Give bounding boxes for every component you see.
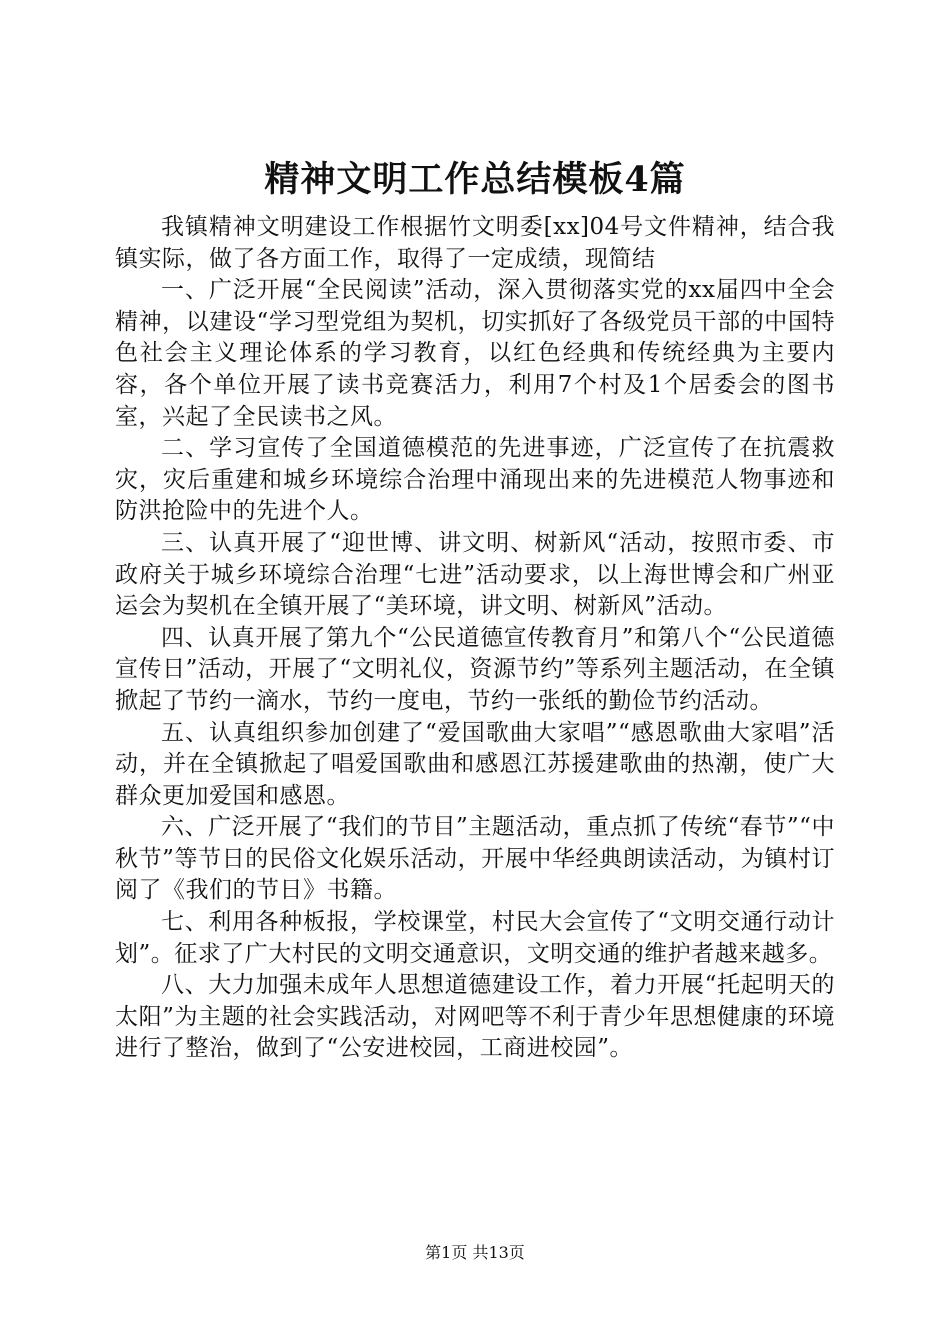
paragraph-item-7: 七、利用各种板报，学校课堂，村民大会宣传了“文明交通行动计划”。征求了广大村民的文明交通意识，文明交通的维护者越来越多。 (115, 909, 835, 967)
document-title: 精神文明工作总结模板4篇 (264, 159, 686, 200)
paragraph-item-3: 三、认真开展了“迎世博、讲文明、树新风“活动，按照市委、市政府关于城乡环境综合治理“七进”活动要求，以上海世博会和广州亚运会为契机在全镇开展了“美环境，讲文明、树新风”活动。 (115, 529, 835, 620)
paragraph-item-1: 一、广泛开展“全民阅读”活动，深入贯彻落实党的xx届四中全会精神，以建设“学习型党组为契机，切实抓好了各级党员干部的中国特色社会主义理论体系的学习教育，以红色经典和传统经典为主要内容，各个单位开展了读书竞赛活力，利用7个村及1个居委会的图书室，兴起了全民读书之风。 (115, 277, 835, 430)
paragraph-item-5: 五、认真组织参加创建了“爱国歌曲大家唱”“感恩歌曲大家唱”活动，并在全镇掀起了唱爱国歌曲和感恩江苏援建歌曲的热潮，使广大群众更加爱国和感恩。 (115, 719, 835, 809)
document-body (115, 212, 835, 1065)
paragraph-intro: 我镇精神文明建设工作根据竹文明委[xx]04号文件精神，结合我镇实际，做了各方面工作，取得了一定成绩，现简结 (115, 214, 835, 272)
paragraph-item-2: 二、学习宣传了全国道德模范的先进事迹，广泛宣传了在抗震救灾，灾后重建和城乡环境综合治理中涌现出来的先进模范人物事迹和防洪抢险中的先进个人。 (115, 435, 835, 525)
paragraph-item-8: 八、大力加强未成年人思想道德建设工作，着力开展“托起明天的太阳”为主题的社会实践活动，对网吧等不利于青少年思想健康的环境进行了整治，做到了“公安进校园，工商进校园”。 (115, 972, 835, 1062)
page-number-footer: 第1页 共13页 (425, 1243, 525, 1262)
paragraph-item-4: 四、认真开展了第九个“公民道德宣传教育月”和第八个“公民道德宣传日”活动，开展了“文明礼仪，资源节约”等系列主题活动，在全镇掀起了节约一滴水，节约一度电，节约一张纸的勤俭节约活动。 (115, 624, 835, 714)
paragraph-item-6: 六、广泛开展了“我们的节目”主题活动，重点抓了传统“春节”“中秋节”等节日的民俗文化娱乐活动，开展中华经典朗读活动，为镇村订阅了《我们的节日》书籍。 (115, 814, 835, 904)
